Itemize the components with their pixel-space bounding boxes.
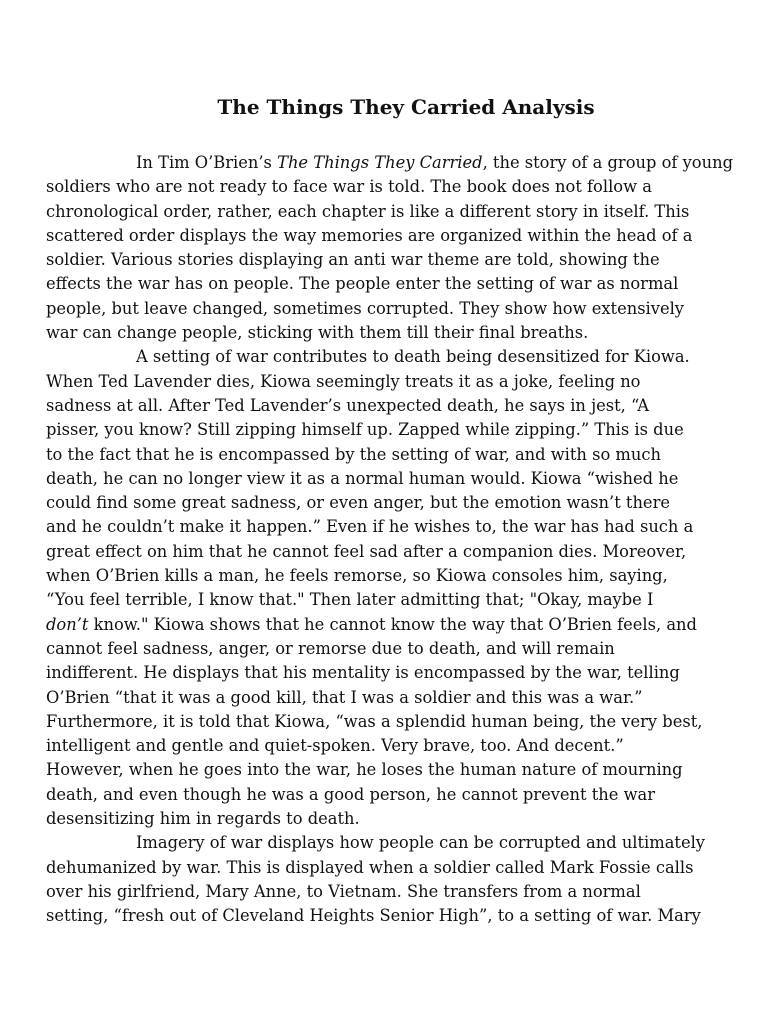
- paragraph-line: soldiers who are not ready to face war is told. The book does not follow a: [46, 177, 652, 197]
- paragraph-line: effects the war has on people. The people enter the setting of war as normal: [46, 274, 679, 294]
- paragraph-line: A setting of war contributes to death being desensitized for Kiowa.: [136, 347, 690, 367]
- paragraph-line: people, but leave changed, sometimes corrupted. They show how extensively: [46, 298, 685, 318]
- paragraph-line: intelligent and gentle and quiet-spoken. Very brave, too. And decent.”: [46, 736, 624, 756]
- paragraph-line: “You feel terrible, I know that." Then later admitting that; "Okay, maybe I: [46, 590, 654, 610]
- paragraph-line: war can change people, sticking with them till their final breaths.: [46, 323, 589, 343]
- italic-text: The Things They Carried: [277, 153, 483, 172]
- paragraph-line: don’t know." Kiowa shows that he cannot know the way that O’Brien feels, and: [46, 614, 697, 634]
- paragraph-line: and he couldn’t make it happen.” Even if he wishes to, the war has had such a: [46, 517, 694, 537]
- paragraph-line: cannot feel sadness, anger, or remorse due to death, and will remain: [46, 638, 615, 658]
- paragraph-line: over his girlfriend, Mary Anne, to Vietnam. She transfers from a normal: [46, 881, 641, 901]
- paragraph-line: sadness at all. After Ted Lavender’s unexpected death, he says in jest, “A: [46, 395, 649, 415]
- paragraph-line: indifferent. He displays that his mentality is encompassed by the war, telling: [46, 663, 680, 683]
- paragraph-line: desensitizing him in regards to death.: [46, 809, 360, 829]
- paragraph-line: soldier. Various stories displaying an anti war theme are told, showing the: [46, 250, 660, 270]
- body-paragraph: [46, 831, 705, 928]
- paragraph-line: death, he can no longer view it as a normal human would. Kiowa “wished he: [46, 468, 679, 488]
- body-paragraph: [46, 151, 733, 345]
- document-title: The Things They Carried Analysis: [217, 95, 595, 119]
- paragraph-line: When Ted Lavender dies, Kiowa seemingly treats it as a joke, feeling no: [46, 371, 641, 391]
- body-paragraph: [46, 345, 703, 831]
- paragraph-line: Imagery of war displays how people can be corrupted and ultimately: [136, 833, 705, 853]
- paragraph-line: O’Brien “that it was a good kill, that I was a soldier and this was a war.”: [46, 687, 643, 707]
- document-body: [46, 151, 733, 929]
- paragraph-line: However, when he goes into the war, he loses the human nature of mourning: [46, 760, 683, 780]
- paragraph-line: scattered order displays the way memories are organized within the head of a: [46, 225, 693, 245]
- italic-text: don’t: [46, 614, 89, 634]
- paragraph-line: could find some great sadness, or even anger, but the emotion wasn’t there: [46, 493, 670, 513]
- paragraph-line: setting, “fresh out of Cleveland Heights Senior High”, to a setting of war. Mary: [46, 906, 701, 926]
- paragraph-line: pisser, you know? Still zipping himself up. Zapped while zipping.” This is due: [46, 420, 684, 440]
- paragraph-line: chronological order, rather, each chapter is like a different story in itself. This: [46, 201, 690, 221]
- paragraph-line: to the fact that he is encompassed by the setting of war, and with so much: [46, 444, 661, 464]
- paragraph-line: when O’Brien kills a man, he feels remorse, so Kiowa consoles him, saying,: [46, 566, 668, 586]
- paragraph-line: Furthermore, it is told that Kiowa, “was a splendid human being, the very best,: [46, 711, 703, 731]
- paragraph-line: death, and even though he was a good person, he cannot prevent the war: [46, 784, 656, 804]
- paragraph-line: dehumanized by war. This is displayed when a soldier called Mark Fossie calls: [46, 857, 694, 877]
- paragraph-line: In Tim O’Brien’s The Things They Carried, the story of a group of young: [136, 153, 733, 172]
- paragraph-line: great effect on him that he cannot feel sad after a companion dies. Moreover,: [46, 541, 687, 561]
